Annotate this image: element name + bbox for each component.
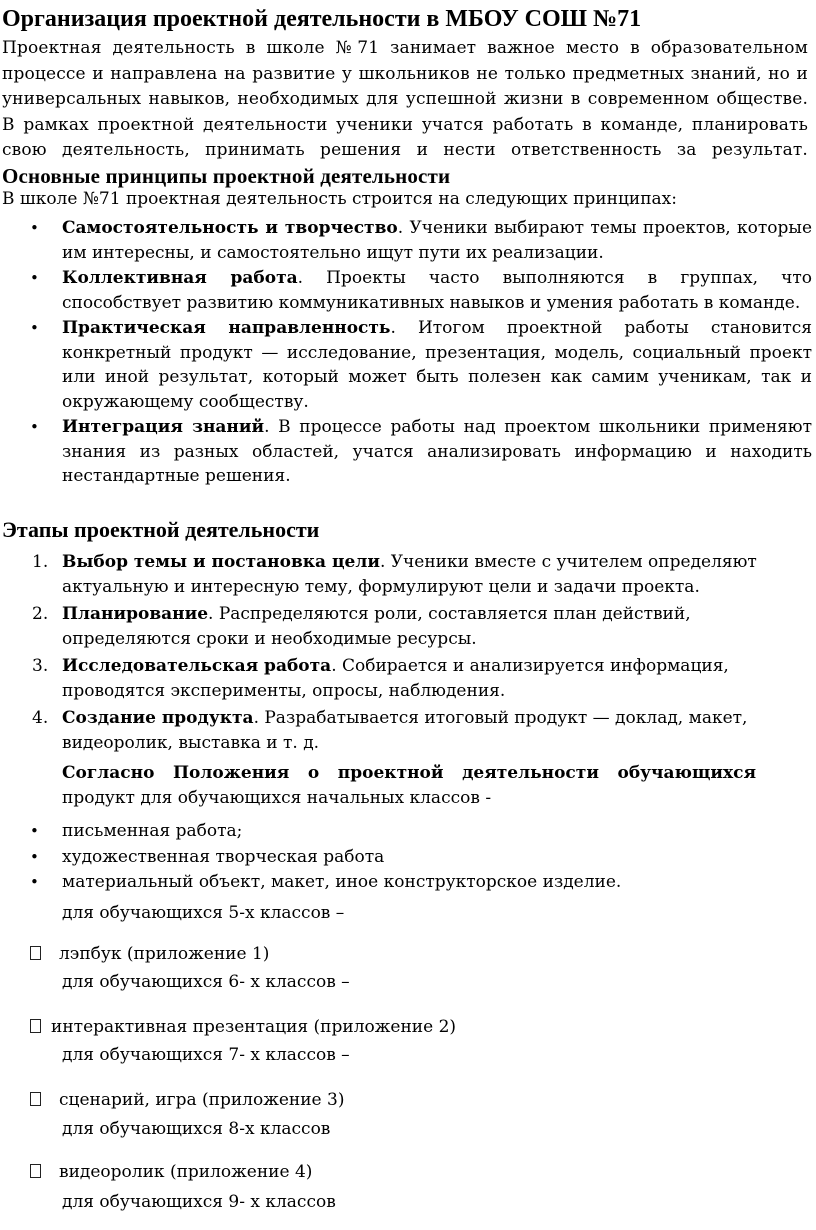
list-item: • художественная творческая работа [0, 845, 812, 870]
regulation-primary: продукт для обучающихся начальных классов - [62, 788, 492, 808]
stages-heading: Этапы проектной деятельности [2, 517, 320, 542]
list-item [0, 415, 812, 489]
principle-term: Коллективная работа [62, 268, 298, 288]
bullet-icon: • [30, 873, 39, 891]
intro-paragraph [2, 36, 808, 191]
checkbox-square-icon [30, 946, 41, 960]
step-text: . Собирается и анализируется информация, проводятся эксперименты, опросы, наблюдения. [62, 656, 729, 701]
primary-products-list [0, 819, 812, 896]
step-number: 1. [32, 552, 49, 572]
list-item [0, 216, 812, 265]
checkbox-square-icon [30, 1092, 41, 1106]
list-item [0, 602, 790, 651]
grade-label: для обучающихся 9- х классов [62, 1192, 336, 1212]
step-text: . Распределяются роли, составляется план действий, определяются сроки и необходимые ресурсы. [62, 604, 691, 649]
grade-product: лэпбук (приложение 1) [30, 942, 269, 967]
principles-lead: В школе №71 проектная деятельность строится на следующих принципах: [2, 189, 677, 209]
principle-text: . В процессе работы над проектом школьники применяют знания из разных областей, учатся анализировать информацию и находить нестандартные решения. [62, 417, 812, 486]
step-number: 4. [32, 708, 49, 728]
principle-term: Практическая направленность [62, 318, 391, 338]
bullet-icon: • [30, 847, 39, 866]
stages-list [0, 550, 790, 758]
list-item: • материальный объект, макет, иное конструкторское изделие. [0, 870, 812, 895]
page-title: Организация проектной деятельности в МБОУ СОШ №71 [2, 6, 642, 32]
regulation-heading: Согласно Положения о проектной деятельности обучающихся [62, 763, 756, 783]
grade-product: интерактивная презентация (приложение 2) [30, 1015, 456, 1040]
bullet-icon: • [30, 269, 39, 287]
list-item [0, 550, 790, 599]
step-term: Исследовательская работа [62, 656, 332, 676]
checkbox-square-icon [30, 1164, 41, 1178]
list-item [0, 316, 812, 414]
grade-label: для обучающихся 8-х классов [62, 1119, 331, 1139]
principle-text: . Ученики выбирают темы проектов, которые им интересны, и самостоятельно ищут пути их реализации. [62, 218, 813, 263]
list-item [0, 654, 790, 703]
step-term: Планирование [62, 604, 209, 624]
intro-text: Проектная деятельность в школе №71 занимает важное место в образовательном процессе и направлена на развитие у школьников не только предметных знаний, но и универсальных навыков, необходимых для успешной жизни в современном обществе. В рамках проектной деятельности ученики учатся работать в команде, планировать свою деятельность, принимать решения и нести ответственность за результат. [2, 38, 808, 160]
step-text: . Разрабатывается итоговый продукт — доклад, макет, видеоролик, выставка и т. д. [62, 708, 748, 753]
grade-label: для обучающихся 7- х классов – [62, 1045, 350, 1065]
principle-text: . Итогом проектной работы становится конкретный продукт — исследование, презентация, модель, социальный проект или иной результат, который может быть полезен как самим ученикам, так и окружающему сообществу. [62, 318, 812, 412]
list-item: • письменная работа; [0, 819, 812, 844]
regulation-block [62, 761, 756, 811]
checkbox-square-icon [30, 1019, 41, 1033]
step-number: 3. [32, 656, 49, 676]
principle-text: . Проекты часто выполняются в группах, что способствует развитию коммуникативных навыков и умения работать в команде. [62, 268, 812, 313]
bullet-icon: • [30, 219, 39, 237]
grade-product: сценарий, игра (приложение 3) [30, 1088, 344, 1113]
list-item [0, 706, 790, 755]
bullet-icon: • [30, 319, 39, 337]
bullet-icon: • [30, 418, 39, 436]
principles-list [0, 216, 812, 490]
principles-heading: Основные принципы проектной деятельности [2, 163, 451, 188]
grade-label: для обучающихся 6- х классов – [62, 972, 350, 992]
step-number: 2. [32, 604, 49, 624]
principle-term: Самостоятельность и творчество [62, 218, 398, 238]
step-term: Создание продукта [62, 708, 254, 728]
bullet-icon: • [30, 822, 39, 840]
grade-label: для обучающихся 5-х классов – [62, 903, 345, 923]
step-term: Выбор темы и постановка цели [62, 552, 380, 572]
step-text: . Ученики вместе с учителем определяют актуальную и интересную тему, формулируют цели и задачи проекта. [62, 552, 757, 597]
list-item [0, 266, 812, 315]
grade-product: видеоролик (приложение 4) [30, 1160, 312, 1185]
principle-term: Интеграция знаний [62, 417, 265, 437]
